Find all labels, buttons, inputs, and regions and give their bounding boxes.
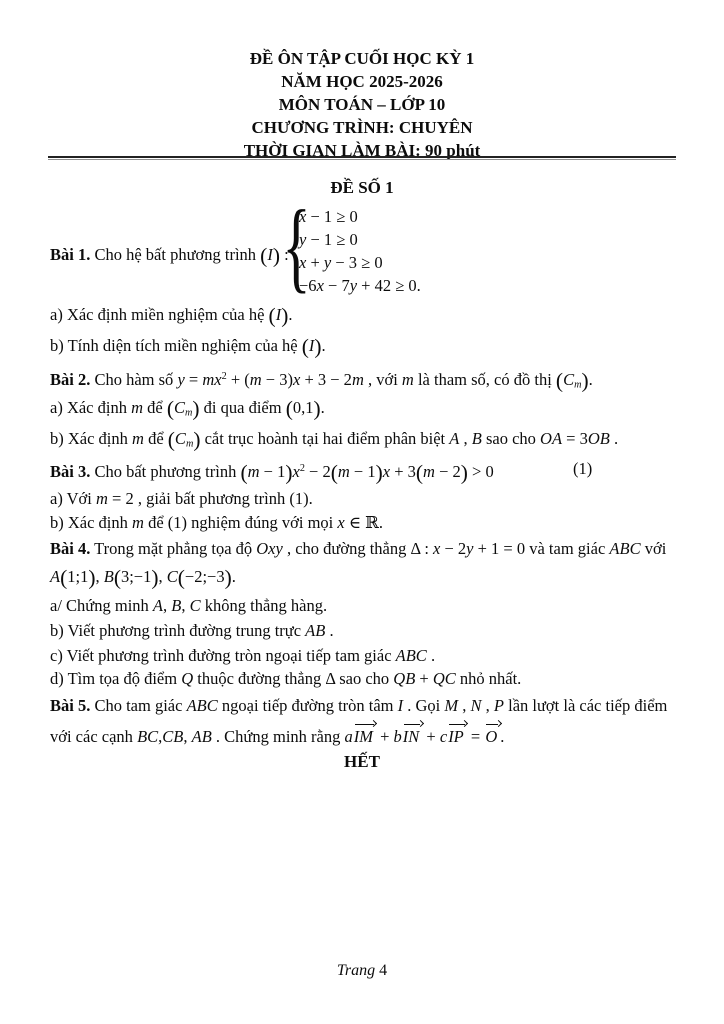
- text-fragment: ,: [181, 596, 190, 615]
- text-fragment: B: [103, 567, 114, 586]
- system-rows: [299, 205, 421, 297]
- text-fragment: − 1: [349, 462, 376, 482]
- text-fragment: với: [640, 539, 667, 558]
- text-fragment: A: [152, 596, 163, 615]
- text-fragment: ngoại tiếp đường tròn tâm: [217, 696, 398, 715]
- exam-header: [0, 47, 724, 162]
- text-fragment: x: [299, 207, 307, 226]
- text-fragment: (: [166, 396, 174, 421]
- text-fragment: x: [382, 462, 391, 482]
- problem-4-points: [50, 566, 236, 589]
- text-fragment: để (1) nghiệm đúng với mọi: [143, 513, 338, 532]
- end-marker: HẾT: [344, 752, 380, 771]
- text-fragment: I: [275, 305, 282, 324]
- text-fragment: ): [151, 565, 159, 590]
- problem-1-intro: [50, 244, 289, 267]
- text-fragment: m: [247, 462, 260, 482]
- text-fragment: c: [439, 727, 448, 746]
- text-fragment: m: [96, 489, 108, 508]
- text-fragment: AB: [305, 621, 326, 640]
- text-fragment: ,: [158, 727, 163, 746]
- text-fragment: , cho đường thẳng Δ :: [282, 539, 434, 558]
- equation-number: (1): [573, 459, 593, 478]
- text-fragment: ,: [158, 567, 167, 586]
- text-fragment: − 1 ≥ 0: [306, 207, 358, 226]
- problem-3-part-b: [50, 512, 383, 534]
- text-fragment: ): [581, 368, 589, 393]
- system-row: [299, 251, 421, 274]
- text-fragment: ,: [95, 567, 104, 586]
- text-fragment: ,: [481, 696, 494, 715]
- text-fragment: P: [493, 696, 504, 715]
- text-fragment: Bài 4.: [50, 539, 91, 558]
- text-fragment: ): [224, 565, 232, 590]
- text-fragment: (: [301, 334, 309, 359]
- problem-4-part-d: [50, 668, 521, 690]
- text-fragment: .: [288, 305, 293, 324]
- system-row: [299, 274, 421, 297]
- text-fragment: I: [267, 245, 273, 264]
- text-fragment: .: [321, 336, 326, 355]
- system-row: [299, 205, 421, 228]
- text-fragment: .: [500, 727, 505, 746]
- text-fragment: . Gọi: [403, 696, 445, 715]
- text-fragment: − 2: [304, 462, 331, 482]
- problem-1-part-b: [50, 335, 326, 358]
- text-fragment: m: [132, 429, 144, 448]
- text-fragment: :: [279, 245, 289, 264]
- text-fragment: thuộc đường thẳng Δ sao cho: [193, 669, 394, 688]
- text-fragment: m: [574, 379, 582, 391]
- text-fragment: x: [299, 253, 307, 272]
- problem-3-intro: [50, 458, 593, 485]
- text-fragment: ABC: [186, 696, 218, 715]
- text-fragment: với các cạnh: [50, 727, 138, 746]
- text-fragment: (: [60, 565, 68, 590]
- text-fragment: IN: [402, 727, 420, 746]
- text-fragment: lần lượt là các tiếp điểm: [504, 696, 668, 715]
- problem-3-part-a: [50, 488, 313, 510]
- text-fragment: a) Xác định miền nghiệm của hệ: [50, 305, 269, 324]
- text-fragment: +: [306, 253, 324, 272]
- text-fragment: Cho bất phương trình: [90, 462, 241, 482]
- text-fragment: Bài 3.: [50, 462, 91, 482]
- text-fragment: =: [466, 727, 485, 746]
- text-fragment: .: [426, 646, 436, 665]
- header-line-exam-title: ĐỀ ÔN TẬP CUỐI HỌC KỲ 1: [249, 49, 475, 68]
- text-fragment: A: [449, 429, 460, 448]
- text-fragment: sao cho: [481, 429, 541, 448]
- text-fragment: b) Xác định: [50, 429, 133, 448]
- text-fragment: I: [397, 696, 404, 715]
- header-line-program: CHƯƠNG TRÌNH: CHUYÊN: [251, 118, 473, 137]
- text-fragment: IM: [353, 727, 373, 746]
- text-fragment: (: [240, 460, 248, 485]
- text-fragment: BC: [137, 727, 159, 746]
- text-fragment: a) Xác định: [50, 398, 132, 417]
- text-fragment: C: [189, 596, 201, 615]
- text-fragment: > 0: [467, 462, 494, 482]
- text-fragment: x: [292, 370, 301, 390]
- text-fragment: B: [171, 596, 182, 615]
- text-fragment: =: [184, 370, 203, 390]
- header-line-duration: THỜI GIAN LÀM BÀI: 90 phút: [243, 141, 481, 160]
- text-fragment: I: [308, 336, 315, 355]
- text-fragment: m: [423, 462, 435, 482]
- text-fragment: không thẳng hàng.: [200, 596, 328, 615]
- text-fragment: Cho hàm số: [90, 370, 178, 390]
- problem-4-intro: [50, 538, 666, 560]
- text-fragment: y: [466, 539, 474, 558]
- text-fragment: 2: [299, 463, 305, 474]
- text-fragment: Bài 2.: [50, 370, 91, 390]
- left-curly-brace: [279, 203, 299, 299]
- problem-2-part-b: [50, 428, 618, 456]
- text-fragment: a) Với: [50, 489, 96, 508]
- text-fragment: ABC: [395, 646, 427, 665]
- text-fragment: nhỏ nhất.: [455, 669, 522, 688]
- text-fragment: B: [471, 429, 482, 448]
- text-fragment: để: [143, 398, 167, 417]
- text-fragment: (: [330, 460, 338, 485]
- text-fragment: Q: [181, 669, 194, 688]
- text-fragment: , với: [363, 370, 402, 390]
- text-fragment: ): [88, 565, 96, 590]
- text-fragment: a/ Chứng minh: [50, 596, 153, 615]
- text-fragment: QB: [393, 669, 416, 688]
- text-fragment: x: [337, 513, 345, 532]
- separator-rule: [48, 156, 676, 160]
- text-fragment: Trang: [336, 962, 376, 979]
- text-fragment: C: [173, 398, 185, 417]
- text-fragment: C: [563, 370, 575, 390]
- text-fragment: ): [285, 460, 293, 485]
- problem-5-intro: [50, 695, 667, 717]
- text-fragment: y: [177, 370, 185, 390]
- text-fragment: Cho hệ bất phương trình: [90, 245, 261, 264]
- exam-set-title: ĐỀ SỐ 1: [330, 178, 394, 197]
- text-fragment: − 2: [440, 539, 467, 558]
- text-fragment: IP: [448, 727, 464, 746]
- text-fragment: mx: [202, 370, 222, 390]
- text-fragment: m: [401, 370, 414, 390]
- text-fragment: d) Tìm tọa độ điểm: [50, 669, 182, 688]
- text-fragment: M: [444, 696, 459, 715]
- text-fragment: C: [174, 429, 186, 448]
- text-fragment: ): [192, 396, 200, 421]
- text-fragment: ): [460, 460, 468, 485]
- text-fragment: − 3): [261, 370, 293, 390]
- text-fragment: −2;−3: [184, 567, 225, 586]
- problem-5-line-2: [50, 726, 504, 748]
- text-fragment: = 3: [562, 429, 588, 448]
- text-fragment: .: [320, 398, 325, 417]
- text-fragment: b) Tính diện tích miền nghiệm của hệ: [50, 336, 302, 355]
- text-fragment: = 2 , giải bất phương trình (1).: [107, 489, 313, 508]
- text-fragment: để: [143, 429, 168, 448]
- text-fragment: 0,1: [292, 398, 314, 417]
- text-fragment: − 1: [259, 462, 286, 482]
- text-fragment: CB: [162, 727, 184, 746]
- header-line-subject: MÔN TOÁN – LỚP 10: [278, 95, 446, 114]
- text-fragment: N: [470, 696, 482, 715]
- text-fragment: +: [375, 727, 394, 746]
- text-fragment: + 42 ≥ 0.: [357, 276, 421, 295]
- text-fragment: (: [177, 565, 185, 590]
- text-fragment: a: [344, 727, 353, 746]
- text-fragment: c) Viết phương trình đường tròn ngoại tiếp tam giác: [50, 646, 396, 665]
- text-fragment: .: [588, 370, 593, 390]
- text-fragment: + (: [226, 370, 250, 390]
- text-fragment: .: [231, 567, 236, 586]
- text-fragment: − 3 ≥ 0: [331, 253, 383, 272]
- text-fragment: 2: [221, 371, 227, 382]
- text-fragment: 3;−1: [120, 567, 152, 586]
- text-fragment: Trong mặt phẳng tọa độ: [90, 539, 257, 558]
- text-fragment: ): [375, 460, 383, 485]
- text-fragment: (: [260, 243, 268, 268]
- text-fragment: m: [351, 370, 364, 390]
- text-fragment: (: [113, 565, 121, 590]
- problem-1-part-a: [50, 304, 292, 327]
- text-fragment: + 3: [390, 462, 416, 482]
- text-fragment: A: [50, 567, 61, 586]
- text-fragment: AB: [191, 727, 212, 746]
- text-fragment: m: [337, 462, 350, 482]
- text-fragment: (: [415, 460, 424, 485]
- text-fragment: m: [131, 398, 144, 417]
- text-fragment: Cho tam giác: [90, 696, 187, 715]
- text-fragment: (: [268, 303, 276, 328]
- text-fragment: − 7: [323, 276, 350, 295]
- text-fragment: C: [166, 567, 178, 586]
- text-fragment: là tham số, có đồ thị: [413, 370, 556, 390]
- text-fragment: y: [323, 253, 332, 272]
- text-fragment: Oxy: [256, 539, 283, 558]
- text-fragment: ): [313, 396, 321, 421]
- text-fragment: ABC: [609, 539, 641, 558]
- text-fragment: m: [185, 407, 193, 419]
- text-fragment: +: [422, 727, 440, 746]
- system-row: [299, 228, 421, 251]
- text-fragment: m: [132, 513, 144, 532]
- text-fragment: ,: [163, 596, 172, 615]
- text-fragment: x: [292, 462, 300, 482]
- text-fragment: ): [272, 243, 280, 268]
- text-fragment: b) Xác định: [50, 513, 133, 532]
- text-fragment: QC: [432, 669, 456, 688]
- text-fragment: ∈ ℝ.: [344, 513, 384, 532]
- text-fragment: −6: [299, 276, 317, 295]
- text-fragment: + 1 = 0 và tam giác: [473, 539, 610, 558]
- text-fragment: ,: [458, 696, 471, 715]
- text-fragment: b) Viết phương trình đường trung trực: [50, 621, 306, 640]
- text-fragment: (: [555, 368, 564, 393]
- text-fragment: 1;1: [67, 567, 89, 586]
- text-fragment: ): [281, 303, 289, 328]
- text-fragment: (: [167, 427, 175, 452]
- text-fragment: ,: [183, 727, 192, 746]
- text-fragment: Bài 1.: [50, 245, 91, 264]
- text-fragment: .: [325, 621, 334, 640]
- text-fragment: y: [299, 230, 307, 249]
- problem-2-part-a: [50, 397, 325, 425]
- text-fragment: b: [393, 727, 402, 746]
- text-fragment: +: [415, 669, 433, 688]
- text-fragment: m: [249, 370, 262, 390]
- text-fragment: − 2: [434, 462, 461, 482]
- text-fragment: cắt trục hoành tại hai điểm phân biệt: [200, 429, 450, 448]
- text-fragment: . Chứng minh rằng: [211, 727, 345, 746]
- text-fragment: x: [433, 539, 441, 558]
- text-fragment: (: [285, 396, 293, 421]
- inequality-system: [279, 203, 421, 299]
- text-fragment: ): [193, 427, 201, 452]
- text-fragment: đi qua điểm: [199, 398, 286, 417]
- text-fragment: OB: [587, 429, 610, 448]
- text-fragment: 4: [375, 962, 388, 979]
- text-fragment: .: [609, 429, 619, 448]
- problem-2-intro: [50, 366, 593, 397]
- text-fragment: O: [485, 727, 498, 746]
- text-fragment: Bài 5.: [50, 696, 91, 715]
- text-fragment: OA: [540, 429, 563, 448]
- text-fragment: y: [349, 276, 358, 295]
- text-fragment: − 1 ≥ 0: [306, 230, 358, 249]
- header-line-school-year: NĂM HỌC 2025-2026: [281, 72, 443, 91]
- text-fragment: ): [314, 334, 322, 359]
- text-fragment: x: [316, 276, 324, 295]
- problem-4-part-c: [50, 645, 435, 667]
- text-fragment: + 3 − 2: [300, 370, 352, 390]
- text-fragment: m: [185, 438, 194, 450]
- text-fragment: ,: [459, 429, 472, 448]
- page-footer: [0, 961, 724, 981]
- problem-4-part-b: [50, 620, 334, 642]
- problem-4-part-a: [50, 595, 327, 617]
